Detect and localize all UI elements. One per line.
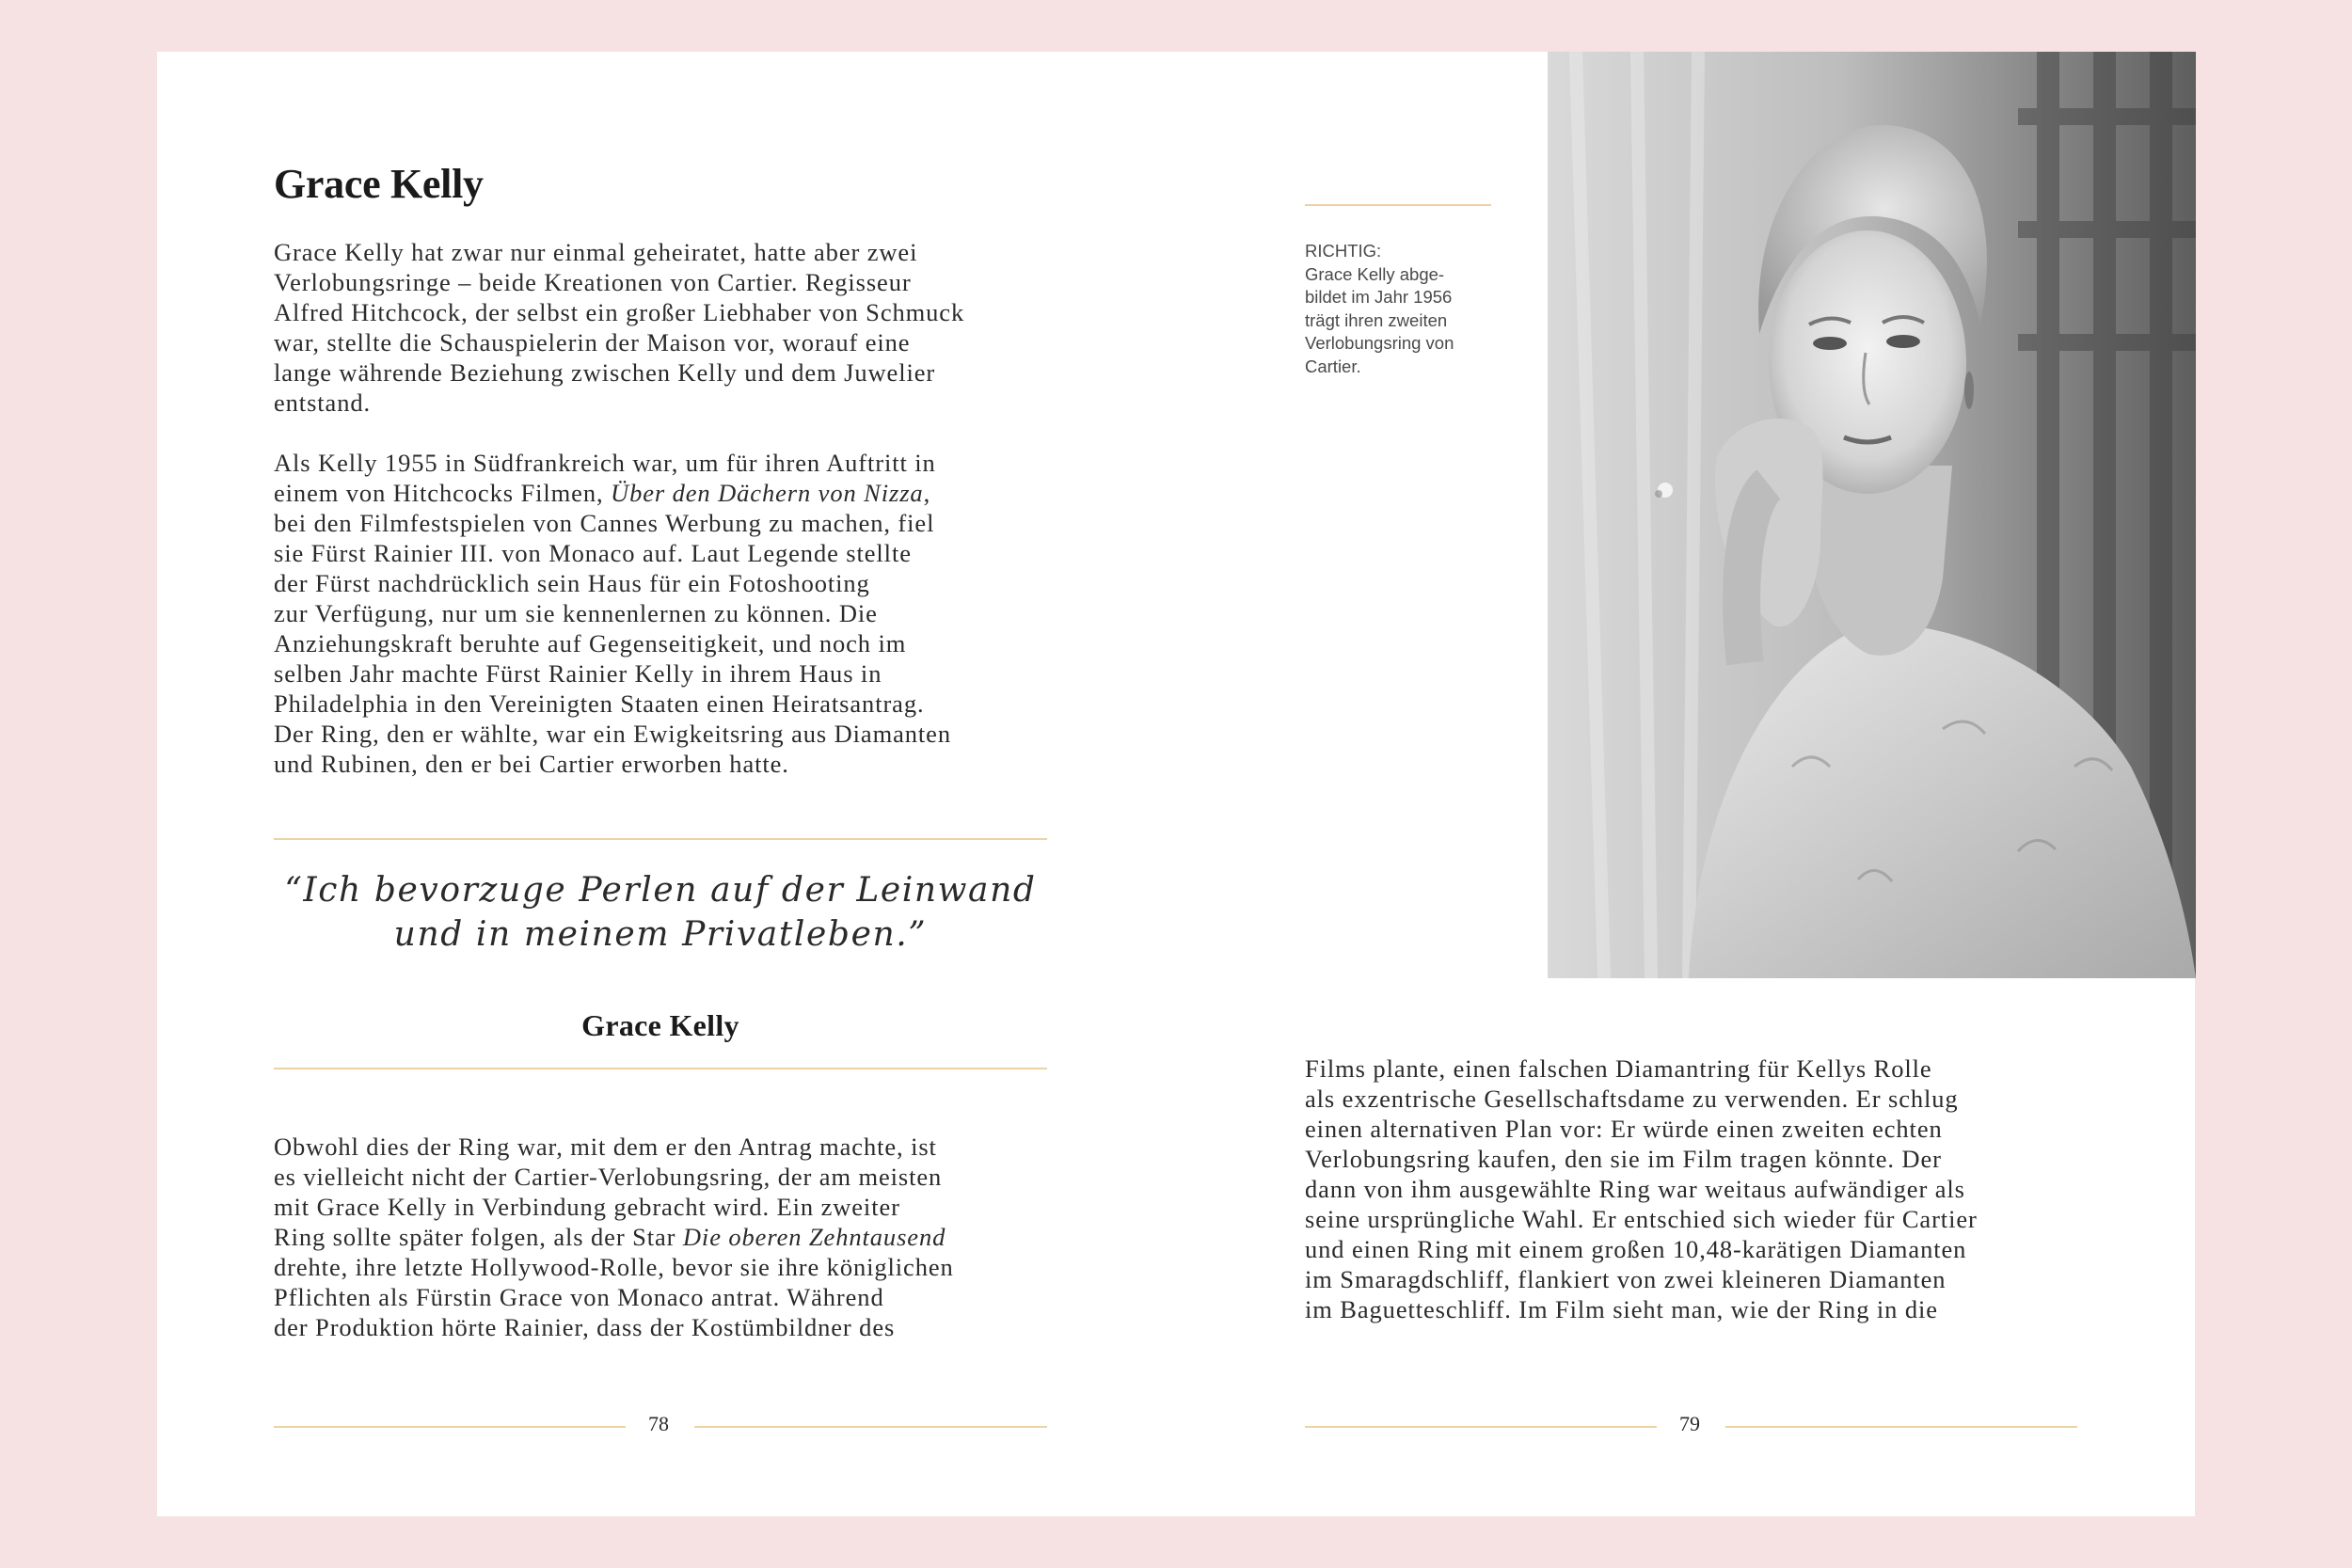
text-line: selben Jahr machte Fürst Rainier Kelly in ihrem Haus in (274, 659, 882, 688)
photo-caption (1305, 240, 1454, 378)
text-line: einen alternativen Plan vor: Er würde einen zweiten echten (1305, 1115, 1943, 1143)
quote-line: “Ich bevorzuge Perlen auf der Leinwand (284, 871, 1037, 910)
caption-rule (1305, 204, 1491, 206)
paragraph-intro (274, 237, 964, 418)
text-line: mit Grace Kelly in Verbindung gebracht wird. Ein zweiter (274, 1193, 900, 1221)
text-line: seine ursprüngliche Wahl. Er entschied sich wieder für Cartier (1305, 1205, 1978, 1233)
text-line: Obwohl dies der Ring war, mit dem er den Antrag machte, ist (274, 1132, 937, 1161)
quote-rule-bottom (274, 1068, 1047, 1069)
text-line: im Smaragdschliff, flankiert von zwei kleineren Diamanten (1305, 1265, 1947, 1293)
page-number-right: 79 (1679, 1412, 1700, 1435)
text-line: Alfred Hitchcock, der selbst ein großer Liebhaber von Schmuck (274, 298, 965, 326)
text-span: Ring sollte später folgen, als der Star (274, 1223, 683, 1251)
page-title: Grace Kelly (274, 161, 484, 207)
text-line: Verlobungsringe – beide Kreationen von Cartier. Regisseur (274, 268, 912, 296)
text-line: als exzentrische Gesellschaftsdame zu verwenden. Er schlug (1305, 1085, 1959, 1113)
text-line: lange währende Beziehung zwischen Kelly und dem Juwelier (274, 358, 936, 387)
text-line: Verlobungsring kaufen, den sie im Film tragen könnte. Der (1305, 1145, 1942, 1173)
text-line: der Produktion hörte Rainier, dass der Kostümbildner des (274, 1313, 896, 1341)
page-number-left: 78 (648, 1412, 669, 1435)
film-title: Über den Dächern von Nizza (611, 479, 924, 507)
text-line: bei den Filmfestspielen von Cannes Werbung zu machen, fiel (274, 509, 935, 537)
quote-rule-top (274, 838, 1047, 840)
text-line (274, 1222, 954, 1252)
text-span: einem von Hitchcocks Filmen, (274, 479, 612, 507)
text-line: sie Fürst Rainier III. von Monaco auf. Laut Legende stellte (274, 539, 912, 567)
quote-author: Grace Kelly (581, 1008, 739, 1042)
footer-rule-left (274, 1426, 626, 1428)
text-line: es vielleicht nicht der Cartier-Verlobungsring, der am meisten (274, 1163, 943, 1191)
quote-line: und in meinem Privatleben.” (393, 915, 928, 954)
text-line: entstand. (274, 388, 372, 417)
footer-rule-left (1305, 1426, 1657, 1428)
book-spread (157, 52, 2195, 1516)
film-title: Die oberen Zehntausend (682, 1223, 946, 1251)
text-line: und einen Ring mit einem großen 10,48-karätigen Diamanten (1305, 1235, 1967, 1263)
text-line: und Rubinen, den er bei Cartier erworben hatte. (274, 750, 789, 778)
portrait-photo (1548, 52, 2196, 978)
caption-line: Grace Kelly abge- (1305, 263, 1445, 284)
text-line: Anziehungskraft beruhte auf Gegenseitigkeit, und noch im (274, 629, 907, 657)
footer-rule-right (694, 1426, 1047, 1428)
pull-quote (274, 868, 1047, 957)
text-line: Pflichten als Fürstin Grace von Monaco antrat. Während (274, 1283, 884, 1311)
caption-line: bildet im Jahr 1956 (1305, 287, 1453, 307)
text-line: dann von ihm ausgewählte Ring war weitaus aufwändiger als (1305, 1175, 1965, 1203)
text-line: war, stellte die Schauspielerin der Maison vor, worauf eine (274, 328, 911, 356)
paragraph-continuation (1305, 1053, 1978, 1324)
text-line: Philadelphia in den Vereinigten Staaten einen Heiratsantrag. (274, 689, 925, 718)
footer-rule-right (1725, 1426, 2077, 1428)
text-span: , (923, 479, 931, 507)
caption-line: trägt ihren zweiten (1305, 309, 1448, 330)
paragraph-cannes (274, 448, 951, 779)
caption-line: RICHTIG: (1305, 241, 1382, 261)
text-line: Als Kelly 1955 in Südfrankreich war, um für ihren Auftritt in (274, 449, 936, 477)
text-line: Der Ring, den er wählte, war ein Ewigkeitsring aus Diamanten (274, 720, 951, 748)
text-line: der Fürst nachdrücklich sein Haus für ein Fotoshooting (274, 569, 870, 597)
text-line: im Baguetteschliff. Im Film sieht man, wie der Ring in die (1305, 1295, 1938, 1323)
caption-line: Verlobungsring von (1305, 333, 1454, 353)
text-line (274, 478, 951, 508)
paragraph-second-ring (274, 1132, 954, 1342)
caption-line: Cartier. (1305, 356, 1361, 376)
text-line: Grace Kelly hat zwar nur einmal geheiratet, hatte aber zwei (274, 238, 918, 266)
text-line: Films plante, einen falschen Diamantring für Kellys Rolle (1305, 1054, 1932, 1083)
text-line: drehte, ihre letzte Hollywood-Rolle, bevor sie ihre königlichen (274, 1253, 954, 1281)
text-line: zur Verfügung, nur um sie kennenlernen zu können. Die (274, 599, 878, 627)
